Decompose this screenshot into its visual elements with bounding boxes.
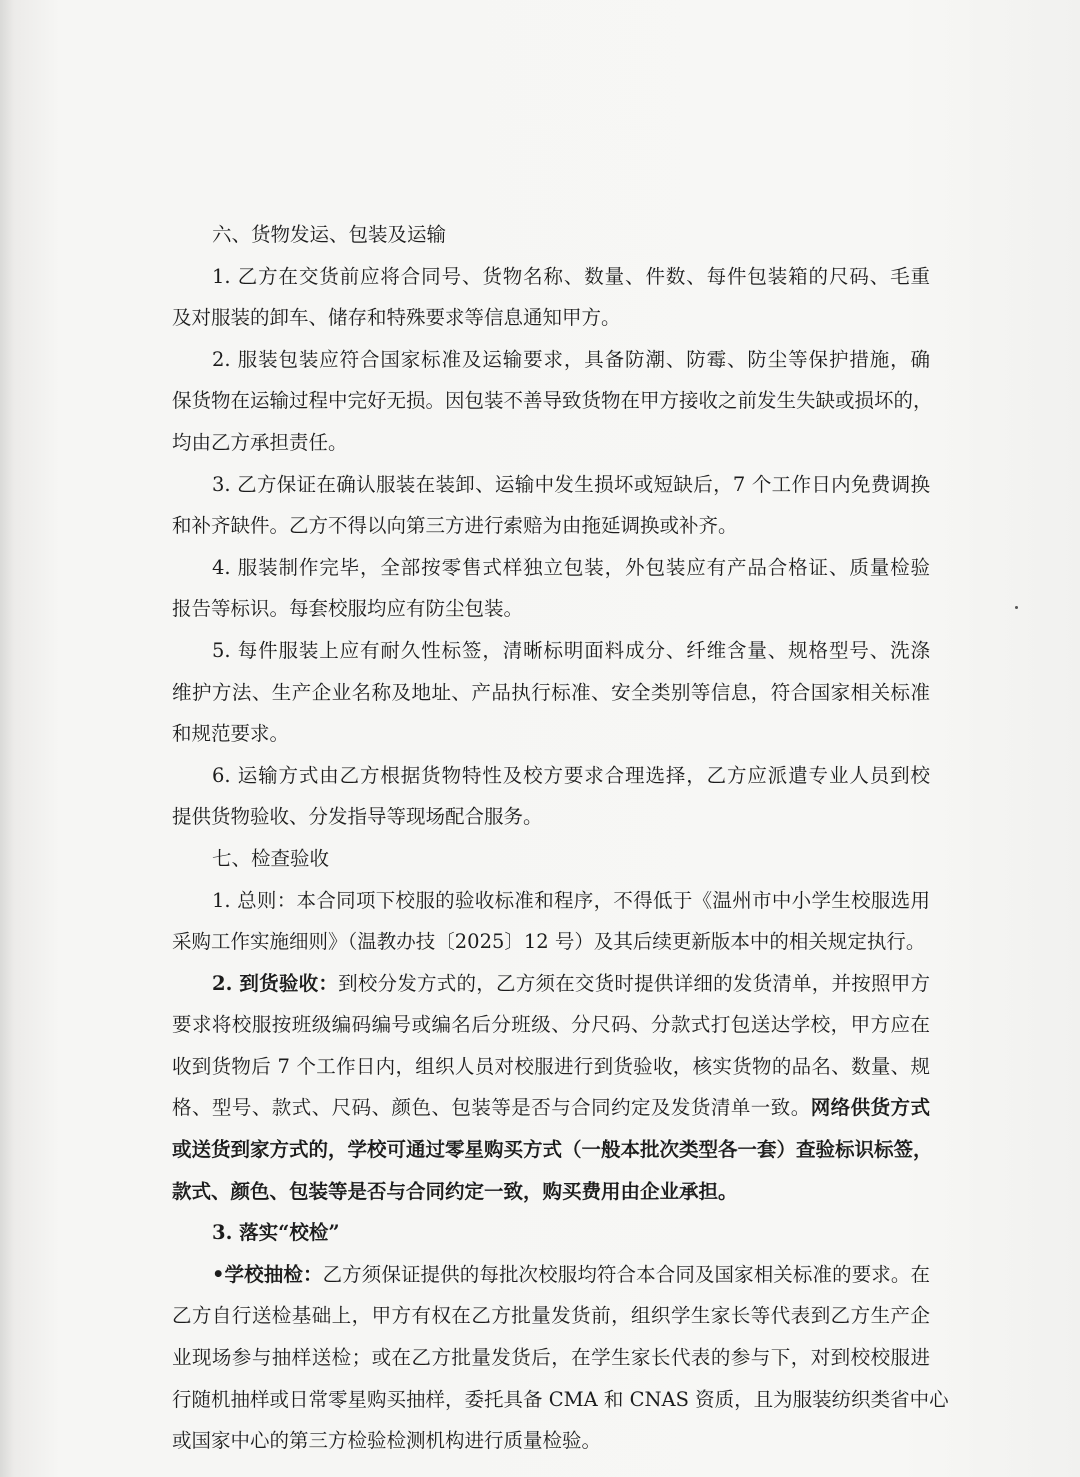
- text-segment: 要求将校服按班级编码编号或编名后分班级、分尺码、分款式打包送达学校，甲方应在: [172, 1013, 930, 1037]
- text-line: [172, 1046, 930, 1088]
- text-line: [172, 464, 930, 506]
- text-line: [172, 214, 930, 256]
- bold-text: •学校抽检：: [212, 1262, 323, 1286]
- text-segment: 格、型号、款式、尺码、颜色、包装等是否与合同约定及发货清单一致。: [172, 1096, 811, 1120]
- text-segment: 保货物在运输过程中完好无损。因包装不善导致货物在甲方接收之前发生失缺或损坏的，: [172, 389, 933, 413]
- text-line: [172, 1004, 930, 1046]
- text-line: [172, 921, 930, 963]
- text-segment: 乙方自行送检基础上，甲方有权在乙方批量发货前，组织学生家长等代表到乙方生产企: [172, 1304, 930, 1328]
- bold-text: 3. 落实“校检”: [212, 1221, 340, 1245]
- text-segment: 收到货物后 7 个工作日内，组织人员对校服进行到货验收，核实货物的品名、数量、规: [172, 1054, 930, 1078]
- text-segment: 1. 乙方在交货前应将合同号、货物名称、数量、件数、每件包装箱的尺码、毛重: [212, 264, 930, 288]
- text-segment: 和规范要求。: [172, 722, 290, 746]
- text-line: [172, 1337, 930, 1379]
- text-line: [172, 880, 930, 922]
- text-line: [172, 256, 930, 298]
- scan-speck: [1015, 606, 1018, 609]
- text-line: [172, 672, 930, 714]
- text-line: [172, 1379, 949, 1421]
- text-segment: 行随机抽样或日常零星购买抽样，委托具备 CMA 和 CNAS 资质，且为服装纺织类省中心: [172, 1387, 949, 1411]
- text-line: [172, 547, 930, 589]
- text-segment: 4. 服装制作完毕，全部按零售式样独立包装，外包装应有产品合格证、质量检验: [212, 555, 930, 579]
- text-line: [172, 380, 933, 422]
- text-segment: 及对服装的卸车、储存和特殊要求等信息通知甲方。: [172, 306, 621, 330]
- document-body: [172, 214, 949, 1462]
- text-line: [172, 1420, 930, 1462]
- text-segment: 6. 运输方式由乙方根据货物特性及校方要求合理选择，乙方应派遣专业人员到校: [212, 763, 930, 787]
- text-line: [172, 297, 930, 339]
- text-segment: 维护方法、生产企业名称及地址、产品执行标准、安全类别等信息，符合国家相关标准: [172, 680, 930, 704]
- text-line: [172, 1171, 930, 1213]
- text-line: [172, 422, 930, 464]
- bold-text: 2. 到货验收：: [212, 971, 339, 995]
- text-line: [172, 1254, 930, 1296]
- text-segment: 和补齐缺件。乙方不得以向第三方进行索赔为由拖延调换或补齐。: [172, 514, 738, 538]
- text-segment: 均由乙方承担责任。: [172, 430, 348, 454]
- text-segment: 到校分发方式的，乙方须在交货时提供详细的发货清单，并按照甲方: [338, 971, 930, 995]
- text-line: [172, 505, 930, 547]
- bold-text: 或送货到家方式的，学校可通过零星购买方式（一般本批次类型各一套）查验标识标签，: [172, 1138, 933, 1162]
- bold-text: 网络供货方式: [810, 1096, 930, 1120]
- text-line: [172, 339, 930, 381]
- text-line: [172, 1295, 930, 1337]
- text-line: [172, 630, 930, 672]
- text-line: [172, 1212, 930, 1254]
- text-segment: 业现场参与抽样送检；或在乙方批量发货后，在学生家长代表的参与下，对到校校服进: [172, 1346, 930, 1370]
- text-segment: 3. 乙方保证在确认服装在装卸、运输中发生损坏或短缺后，7 个工作日内免费调换: [212, 472, 930, 496]
- text-segment: 2. 服装包装应符合国家标准及运输要求，具备防潮、防霉、防尘等保护措施，确: [212, 347, 930, 371]
- text-line: [172, 838, 930, 880]
- text-segment: 报告等标识。每套校服均应有防尘包装。: [172, 597, 524, 621]
- text-line: [172, 1087, 930, 1129]
- text-line: [172, 755, 930, 797]
- text-line: [172, 713, 930, 755]
- text-line: [172, 588, 930, 630]
- text-line: [172, 796, 930, 838]
- text-segment: 七、检查验收: [212, 846, 330, 870]
- text-segment: 或国家中心的第三方检验检测机构进行质量检验。: [172, 1429, 602, 1453]
- text-segment: 1. 总则：本合同项下校服的验收标准和程序，不得低于《温州市中小学生校服选用: [212, 888, 930, 912]
- bold-text: 款式、颜色、包装等是否与合同约定一致，购买费用由企业承担。: [172, 1179, 738, 1203]
- text-line: [172, 1129, 933, 1171]
- text-segment: 提供货物验收、分发指导等现场配合服务。: [172, 805, 543, 829]
- text-segment: 六、货物发运、包装及运输: [212, 223, 447, 246]
- text-segment: 5. 每件服装上应有耐久性标签，清晰标明面料成分、纤维含量、规格型号、洗涤: [212, 638, 930, 662]
- text-line: [172, 963, 930, 1005]
- text-segment: 采购工作实施细则》（温教办技〔2025〕12 号）及其后续更新版本中的相关规定执行。: [172, 930, 926, 954]
- text-segment: 乙方须保证提供的每批次校服均符合本合同及国家相关标准的要求。在: [322, 1262, 930, 1286]
